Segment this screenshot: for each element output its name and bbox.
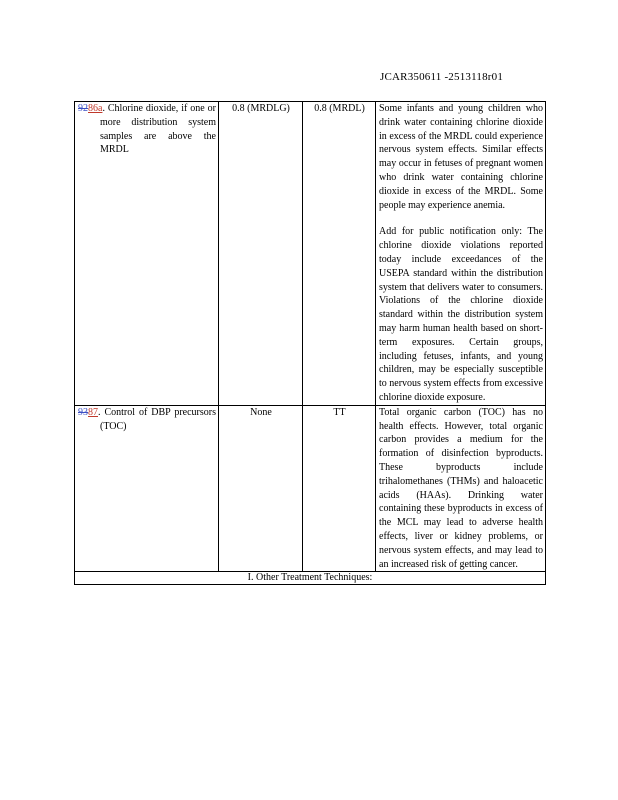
deleted-number: 93 [78, 406, 88, 418]
contaminant-name: . Chlorine dioxide, if one or more distribution system samples are above the MRDL [100, 103, 216, 156]
section-heading-row [75, 572, 546, 585]
public-notification-text: Add for public notification only: The chlorine dioxide violations reported today include exceedances of the USEPA standard within the distribution system that delivers water to consumers. Violations of the chlorine dioxide standard within the distribution system may harm human health based on short-term exposures. Certain groups, including fetuses, infants, and young children, may be especially susceptible to nervous system effects from excessive chlorine dioxide exposure. [379, 226, 543, 403]
contaminant-name: . Control of DBP precursors (TOC) [98, 406, 216, 432]
contaminant-cell [75, 102, 219, 406]
mcl-cell: 0.8 (MRDL) [303, 102, 376, 406]
mcl-cell: TT [303, 405, 376, 572]
deleted-number: 92 [78, 103, 88, 114]
table-row [75, 405, 546, 572]
contaminant-table [74, 101, 546, 585]
mclg-cell: 0.8 (MRDLG) [219, 102, 303, 406]
inserted-number: 87 [88, 406, 98, 418]
document-code: JCAR350611 -2513118r01 [380, 71, 504, 83]
section-heading: I. Other Treatment Techniques: [75, 572, 546, 585]
health-effects-cell [376, 102, 546, 406]
health-effects-text: Total organic carbon (TOC) has no health effects. However, total organic carbon provides a medium for the formation of disinfection byproducts. These byproducts include trihalomethanes (THMs) and haloacetic acids (HAAs). Drinking water containing these byproducts in excess of the MCL may lead to adverse health effects, liver or kidney problems, or nervous system effects, and may lead to an increased risk of getting cancer. [379, 406, 543, 570]
inserted-number: 86a [88, 103, 103, 114]
health-effects-cell [376, 405, 546, 572]
mclg-cell: None [219, 405, 303, 572]
health-effects-text: Some infants and young children who drink water containing chlorine dioxide in excess of the MRDL could experience nervous system effects. Similar effects may occur in fetuses of pregnant women who drink water containing chlorine dioxide in excess of the MRDL. Some people may experience anemia. [379, 103, 543, 211]
contaminant-cell [75, 405, 219, 572]
table-row [75, 102, 546, 406]
